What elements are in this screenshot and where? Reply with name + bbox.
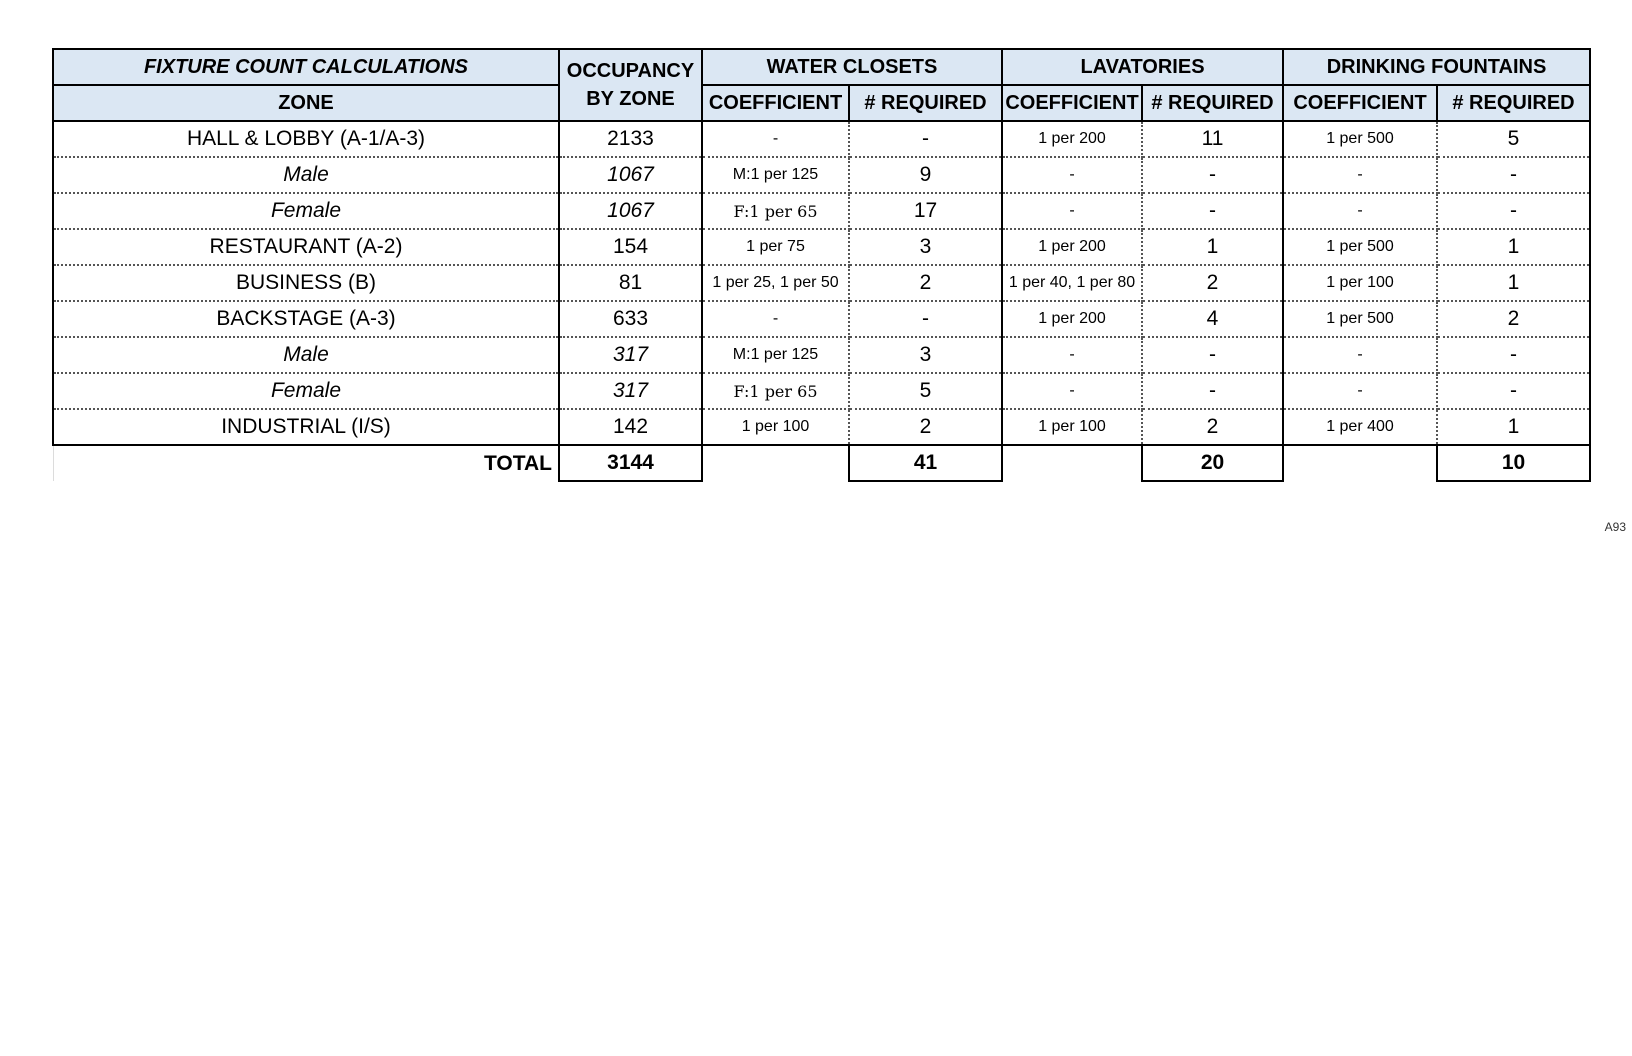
- zone-cell: INDUSTRIAL (I/S): [53, 409, 559, 445]
- wc-required-cell: 17: [849, 193, 1002, 229]
- lav-coefficient-header: COEFFICIENT: [1002, 85, 1142, 121]
- df-required-cell: -: [1437, 157, 1590, 193]
- occupancy-cell: 1067: [559, 157, 702, 193]
- fixture-sheet: [52, 48, 1591, 482]
- occupancy-header-line1: OCCUPANCY: [566, 60, 695, 82]
- zone-cell: Male: [53, 157, 559, 193]
- lav-required-cell: -: [1142, 373, 1283, 409]
- lav-required-cell: 4: [1142, 301, 1283, 337]
- table-body: [53, 121, 1590, 445]
- lav-coefficient-cell: 1 per 200: [1002, 301, 1142, 337]
- df-coefficient-cell: 1 per 500: [1283, 229, 1437, 265]
- table-row: [53, 229, 1590, 265]
- wc-coefficient-cell: M:1 per 125: [702, 157, 849, 193]
- table-row: [53, 409, 1590, 445]
- wc-required-cell: 3: [849, 229, 1002, 265]
- wc-coefficient-cell: M:1 per 125: [702, 337, 849, 373]
- occupancy-cell: 317: [559, 373, 702, 409]
- df-coefficient-cell: 1 per 500: [1283, 121, 1437, 157]
- lav-coefficient-cell: 1 per 100: [1002, 409, 1142, 445]
- drinking-fountains-header: DRINKING FOUNTAINS: [1283, 49, 1590, 85]
- df-coefficient-cell: -: [1283, 157, 1437, 193]
- total-lav-coef-blank: [1002, 445, 1142, 481]
- lav-coefficient-cell: 1 per 200: [1002, 229, 1142, 265]
- lav-coefficient-cell: 1 per 200: [1002, 121, 1142, 157]
- wc-coefficient-header: COEFFICIENT: [702, 85, 849, 121]
- lav-required-cell: 1: [1142, 229, 1283, 265]
- df-required-cell: 2: [1437, 301, 1590, 337]
- wc-required-cell: 9: [849, 157, 1002, 193]
- zone-cell: Male: [53, 337, 559, 373]
- df-required-cell: 1: [1437, 265, 1590, 301]
- total-label: TOTAL: [53, 445, 559, 481]
- occupancy-cell: 81: [559, 265, 702, 301]
- total-occupancy: 3144: [559, 445, 702, 481]
- df-coefficient-cell: 1 per 100: [1283, 265, 1437, 301]
- wc-coefficient-cell: -: [702, 121, 849, 157]
- lav-coefficient-cell: -: [1002, 193, 1142, 229]
- table-row: [53, 337, 1590, 373]
- sheet-id-label: A93: [1604, 520, 1626, 534]
- df-coefficient-header: COEFFICIENT: [1283, 85, 1437, 121]
- df-coefficient-cell: 1 per 500: [1283, 301, 1437, 337]
- total-row: [53, 445, 1590, 481]
- df-required-header: # REQUIRED: [1437, 85, 1590, 121]
- water-closets-header: WATER CLOSETS: [702, 49, 1002, 85]
- wc-required-cell: 5: [849, 373, 1002, 409]
- lav-required-cell: -: [1142, 193, 1283, 229]
- wc-required-cell: 2: [849, 265, 1002, 301]
- wc-coefficient-cell: 1 per 75: [702, 229, 849, 265]
- occupancy-cell: 154: [559, 229, 702, 265]
- occupancy-header: [559, 49, 702, 121]
- wc-coefficient-cell: F:1 per 65: [702, 373, 849, 409]
- table-row: [53, 265, 1590, 301]
- df-coefficient-cell: -: [1283, 373, 1437, 409]
- lav-required-cell: 2: [1142, 409, 1283, 445]
- zone-cell: Female: [53, 373, 559, 409]
- lav-required-cell: -: [1142, 157, 1283, 193]
- total-df-coef-blank: [1283, 445, 1437, 481]
- df-required-cell: 1: [1437, 229, 1590, 265]
- wc-coefficient-cell: 1 per 25, 1 per 50: [702, 265, 849, 301]
- df-coefficient-cell: -: [1283, 337, 1437, 373]
- lav-required-cell: 11: [1142, 121, 1283, 157]
- zone-header: ZONE: [53, 85, 559, 121]
- lav-coefficient-cell: -: [1002, 157, 1142, 193]
- header-row-top: [53, 49, 1590, 85]
- occupancy-header-line2: BY ZONE: [586, 88, 675, 110]
- total-lav-required: 20: [1142, 445, 1283, 481]
- zone-cell: RESTAURANT (A-2): [53, 229, 559, 265]
- table-row: [53, 373, 1590, 409]
- lav-required-cell: 2: [1142, 265, 1283, 301]
- occupancy-cell: 317: [559, 337, 702, 373]
- total-df-required: 10: [1437, 445, 1590, 481]
- lav-coefficient-cell: -: [1002, 373, 1142, 409]
- lav-required-cell: -: [1142, 337, 1283, 373]
- wc-coefficient-cell: 1 per 100: [702, 409, 849, 445]
- wc-required-cell: -: [849, 301, 1002, 337]
- wc-coefficient-cell: -: [702, 301, 849, 337]
- lav-required-header: # REQUIRED: [1142, 85, 1283, 121]
- wc-required-cell: 3: [849, 337, 1002, 373]
- wc-required-header: # REQUIRED: [849, 85, 1002, 121]
- df-required-cell: 5: [1437, 121, 1590, 157]
- df-coefficient-cell: -: [1283, 193, 1437, 229]
- wc-required-cell: -: [849, 121, 1002, 157]
- wc-required-cell: 2: [849, 409, 1002, 445]
- table-row: [53, 121, 1590, 157]
- zone-cell: Female: [53, 193, 559, 229]
- df-required-cell: -: [1437, 337, 1590, 373]
- occupancy-cell: 142: [559, 409, 702, 445]
- total-wc-coef-blank: [702, 445, 849, 481]
- table-row: [53, 193, 1590, 229]
- occupancy-cell: 1067: [559, 193, 702, 229]
- zone-cell: BUSINESS (B): [53, 265, 559, 301]
- df-required-cell: 1: [1437, 409, 1590, 445]
- df-required-cell: -: [1437, 373, 1590, 409]
- lavatories-header: LAVATORIES: [1002, 49, 1283, 85]
- occupancy-cell: 2133: [559, 121, 702, 157]
- zone-cell: BACKSTAGE (A-3): [53, 301, 559, 337]
- wc-coefficient-cell: F:1 per 65: [702, 193, 849, 229]
- total-wc-required: 41: [849, 445, 1002, 481]
- table-title: FIXTURE COUNT CALCULATIONS: [53, 49, 559, 85]
- lav-coefficient-cell: -: [1002, 337, 1142, 373]
- df-coefficient-cell: 1 per 400: [1283, 409, 1437, 445]
- zone-cell: HALL & LOBBY (A-1/A-3): [53, 121, 559, 157]
- lav-coefficient-cell: 1 per 40, 1 per 80: [1002, 265, 1142, 301]
- header-row-sub: [53, 85, 1590, 121]
- occupancy-cell: 633: [559, 301, 702, 337]
- table-row: [53, 157, 1590, 193]
- df-required-cell: -: [1437, 193, 1590, 229]
- fixture-count-table: [52, 48, 1591, 482]
- table-row: [53, 301, 1590, 337]
